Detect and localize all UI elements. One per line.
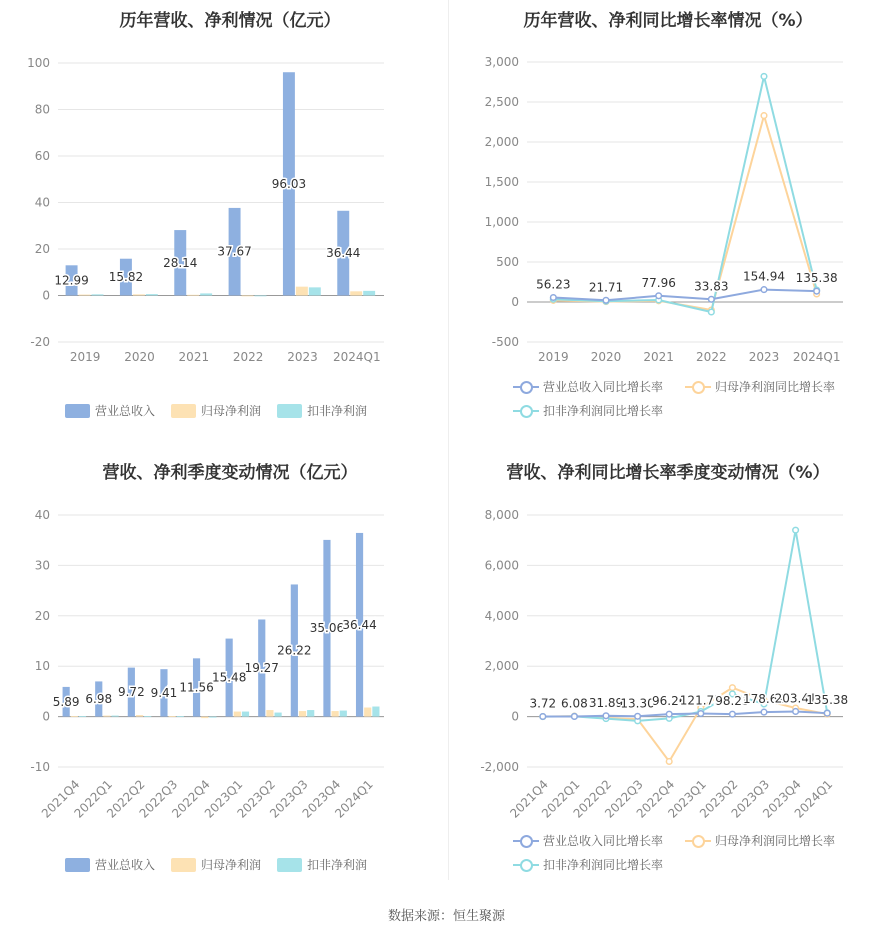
- y-tick-label: 30: [34, 558, 50, 573]
- data-label: 13.30: [620, 696, 655, 711]
- data-label: 6.08: [561, 696, 588, 711]
- data-label: 56.23: [536, 277, 571, 292]
- x-tick-label: 2021Q4: [507, 777, 551, 821]
- x-tick-label: 2024Q1: [791, 777, 836, 821]
- y-tick-label: 4,000: [484, 608, 519, 623]
- legend-item-revenue[interactable]: [65, 402, 155, 419]
- data-label: 31.89: [588, 695, 624, 710]
- x-tick-label: 2020: [124, 350, 155, 364]
- data-point: [761, 74, 767, 80]
- bar: [200, 293, 212, 295]
- bar: [275, 713, 282, 717]
- bar: [242, 712, 249, 717]
- data-point: [793, 709, 799, 715]
- data-label: 203.41: [774, 691, 817, 706]
- legend-label: 归母净利润同比增长率: [715, 380, 836, 394]
- y-tick-label: 10: [34, 659, 50, 674]
- legend-label: 营业总收入: [95, 404, 156, 418]
- data-label: 15.82: [108, 270, 144, 285]
- y-tick-label: 0: [42, 288, 50, 303]
- x-tick-label: 2019: [538, 350, 569, 364]
- data-label: 21.71: [588, 280, 624, 295]
- legend-item-revenue-growth[interactable]: [513, 378, 663, 395]
- annual-growth-rate-panel: [448, 0, 888, 450]
- x-tick-label: 2021: [178, 350, 210, 364]
- bar: [133, 294, 145, 295]
- data-label: 33.83: [694, 279, 729, 294]
- data-label: 77.96: [641, 275, 676, 290]
- legend-swatch: [277, 404, 302, 418]
- data-source-note: 数据来源：恒生聚源: [387, 909, 505, 924]
- annual-bar-chart: [0, 0, 440, 450]
- data-point: [572, 714, 578, 720]
- bar: [71, 716, 78, 717]
- data-point: [761, 709, 767, 715]
- y-tick-label: 0: [511, 709, 519, 724]
- bar: [332, 711, 339, 717]
- x-tick-label: 2024Q1: [333, 350, 381, 364]
- legend-swatch: [171, 404, 196, 418]
- legend-label: 归母净利润同比增长率: [715, 834, 836, 848]
- quarterly-growth-rate-panel: [448, 452, 888, 902]
- y-tick-label: -500: [491, 335, 519, 349]
- y-tick-label: 1,500: [484, 175, 519, 189]
- data-label: 36.44: [342, 617, 377, 632]
- data-label: 9.72: [117, 685, 145, 700]
- data-label: 5.89: [52, 694, 80, 709]
- legend-item-parent-growth[interactable]: [685, 378, 835, 395]
- legend-swatch: [277, 858, 302, 872]
- data-label: 37.67: [217, 244, 252, 259]
- bar: [242, 296, 254, 297]
- data-label: 28.14: [163, 255, 198, 270]
- bar: [92, 294, 104, 295]
- legend-label: 营业总收入: [95, 858, 156, 872]
- data-label: 96.26: [652, 694, 687, 709]
- x-tick-label: 2022Q4: [169, 777, 213, 821]
- legend-label: 营业总收入同比增长率: [543, 834, 664, 848]
- data-point: [730, 685, 736, 691]
- y-tick-label: -2,000: [480, 760, 519, 774]
- y-tick-label: 0: [42, 709, 50, 724]
- bar: [309, 287, 321, 295]
- y-tick-label: 2,000: [484, 135, 519, 149]
- data-label: 98.23: [715, 694, 750, 709]
- bar: [340, 711, 347, 717]
- legend-item-revenue-growth[interactable]: [513, 832, 663, 849]
- legend-label: 扣非净利润同比增长率: [543, 404, 664, 418]
- data-point: [698, 711, 704, 717]
- data-point: [730, 711, 736, 717]
- data-point: [761, 113, 767, 119]
- y-tick-label: 60: [34, 149, 50, 163]
- x-tick-label: 2022Q3: [136, 777, 181, 821]
- x-tick-label: 2022Q1: [538, 777, 583, 821]
- x-tick-label: 2022Q3: [602, 777, 646, 821]
- data-point: [656, 293, 662, 299]
- data-label: 154.94: [743, 269, 785, 284]
- bar: [136, 715, 143, 717]
- legend-item-deducted-profit[interactable]: [277, 856, 367, 873]
- data-point: [709, 309, 715, 315]
- x-tick-label: 2020: [590, 350, 622, 364]
- y-tick-label: 40: [34, 195, 50, 210]
- legend-item-revenue[interactable]: [65, 856, 155, 873]
- data-point: [603, 713, 609, 719]
- x-tick-label: 2023Q3: [267, 777, 311, 821]
- x-tick-label: 2023: [287, 350, 318, 364]
- data-label: 135.38: [795, 271, 838, 286]
- annual-revenue-profit-panel: [0, 0, 440, 450]
- bar: [372, 707, 379, 717]
- bar: [363, 291, 375, 296]
- bar: [299, 711, 306, 717]
- bar: [79, 295, 91, 296]
- bar: [209, 717, 216, 718]
- y-tick-label: 500: [496, 255, 519, 269]
- data-point: [793, 527, 799, 533]
- data-label: 11.56: [179, 680, 214, 695]
- y-tick-label: 3,000: [484, 55, 519, 69]
- data-label: 12.99: [54, 273, 89, 288]
- legend-swatch: [685, 380, 711, 394]
- data-label: 15.48: [211, 670, 247, 685]
- x-tick-label: 2023Q2: [234, 777, 279, 821]
- legend-swatch: [685, 834, 711, 848]
- bar: [201, 717, 208, 719]
- legend-swatch: [171, 858, 196, 872]
- data-label: 178.62: [743, 692, 785, 707]
- legend-label: 扣非净利润同比增长率: [543, 858, 664, 872]
- legend-item-parent-profit[interactable]: [171, 856, 261, 873]
- data-point: [603, 297, 609, 303]
- y-tick-label: 20: [34, 608, 50, 623]
- bar: [266, 710, 273, 717]
- x-tick-label: 2022Q2: [104, 777, 148, 821]
- legend-swatch: [513, 834, 539, 848]
- x-tick-label: 2021Q4: [38, 777, 83, 821]
- x-tick-label: 2022Q2: [570, 777, 615, 821]
- data-label: 3.72: [529, 696, 557, 711]
- chart-title: 历年营收、净利情况（亿元）: [119, 11, 341, 31]
- bar: [350, 291, 362, 295]
- legend-item-parent-growth[interactable]: [685, 832, 835, 849]
- x-tick-label: 2022Q4: [633, 777, 678, 821]
- legend-item-parent-profit[interactable]: [171, 402, 261, 419]
- y-tick-label: 2,500: [484, 95, 519, 109]
- bar: [146, 294, 158, 295]
- x-tick-label: 2019: [69, 350, 101, 364]
- quarterly-bar-chart: [0, 452, 440, 902]
- bar: [79, 716, 86, 717]
- legend-label: 扣非净利润: [307, 858, 368, 872]
- legend-swatch: [513, 380, 539, 394]
- y-tick-label: 6,000: [484, 558, 519, 573]
- legend-label: 归母净利润: [201, 858, 262, 872]
- y-tick-label: 40: [34, 508, 50, 522]
- y-tick-label: 2,000: [484, 659, 519, 674]
- bar: [296, 287, 308, 296]
- bar: [144, 716, 151, 717]
- x-tick-label: 2024Q1: [792, 350, 841, 364]
- legend-item-deducted-profit[interactable]: [277, 402, 367, 419]
- legend-item-deducted-growth[interactable]: [513, 856, 663, 873]
- data-label: 35.06: [309, 621, 345, 636]
- x-tick-label: 2022Q1: [71, 777, 116, 821]
- y-tick-label: -20: [30, 335, 50, 349]
- data-point: [709, 296, 715, 302]
- y-tick-label: 20: [34, 242, 50, 256]
- x-tick-label: 2023Q3: [728, 777, 773, 821]
- data-point: [551, 295, 557, 301]
- bar: [307, 710, 314, 717]
- legend-swatch: [513, 858, 539, 872]
- data-point: [761, 287, 767, 293]
- bar: [255, 296, 267, 297]
- chart-title: 营收、净利同比增长率季度变动情况（%）: [506, 463, 830, 483]
- legend-swatch: [65, 858, 90, 872]
- legend-label: 归母净利润: [201, 404, 262, 418]
- bar: [169, 716, 176, 717]
- legend-label: 营业总收入同比增长率: [543, 380, 664, 394]
- data-label: 19.27: [244, 661, 279, 676]
- x-tick-label: 2023Q4: [299, 777, 344, 821]
- data-label: 9.41: [150, 685, 178, 700]
- legend-item-deducted-growth[interactable]: [513, 402, 663, 419]
- data-label: 6.98: [85, 692, 113, 707]
- data-point: [824, 710, 830, 716]
- x-tick-label: 2024Q1: [332, 777, 376, 821]
- chart-title: 营收、净利季度变动情况（亿元）: [102, 463, 358, 483]
- y-tick-label: 80: [34, 102, 50, 117]
- bar: [177, 716, 184, 717]
- y-tick-label: 1,000: [484, 215, 519, 229]
- bar: [103, 716, 110, 717]
- x-tick-label: 2023Q1: [201, 777, 246, 821]
- x-tick-label: 2022: [232, 350, 264, 364]
- data-label: 135.38: [806, 693, 849, 708]
- data-label: 121.75: [679, 693, 722, 708]
- y-tick-label: -10: [30, 760, 50, 774]
- data-point: [540, 714, 546, 720]
- y-tick-label: 100: [27, 56, 50, 70]
- data-point: [666, 759, 672, 765]
- chart-title: 历年营收、净利同比增长率情况（%）: [523, 11, 813, 31]
- bar: [234, 712, 241, 717]
- legend-label: 扣非净利润: [307, 404, 368, 418]
- x-tick-label: 2023: [748, 350, 780, 364]
- bar: [112, 716, 119, 717]
- x-tick-label: 2023Q2: [696, 777, 741, 821]
- data-point: [814, 288, 820, 294]
- data-label: 36.44: [326, 246, 361, 261]
- quarterly-revenue-profit-panel: [0, 452, 440, 902]
- bar: [187, 295, 199, 296]
- data-point: [666, 711, 672, 717]
- legend-swatch: [65, 404, 90, 418]
- data-label: 26.22: [277, 643, 312, 658]
- y-tick-label: 8,000: [484, 508, 519, 522]
- x-tick-label: 2023Q4: [760, 777, 804, 821]
- bar: [364, 708, 371, 717]
- x-tick-label: 2021: [643, 350, 674, 364]
- legend-swatch: [513, 404, 539, 418]
- y-tick-label: 0: [511, 295, 519, 309]
- x-tick-label: 2022: [696, 350, 727, 364]
- x-tick-label: 2023Q1: [665, 777, 709, 821]
- data-point: [635, 713, 641, 719]
- data-label: 96.03: [271, 176, 307, 191]
